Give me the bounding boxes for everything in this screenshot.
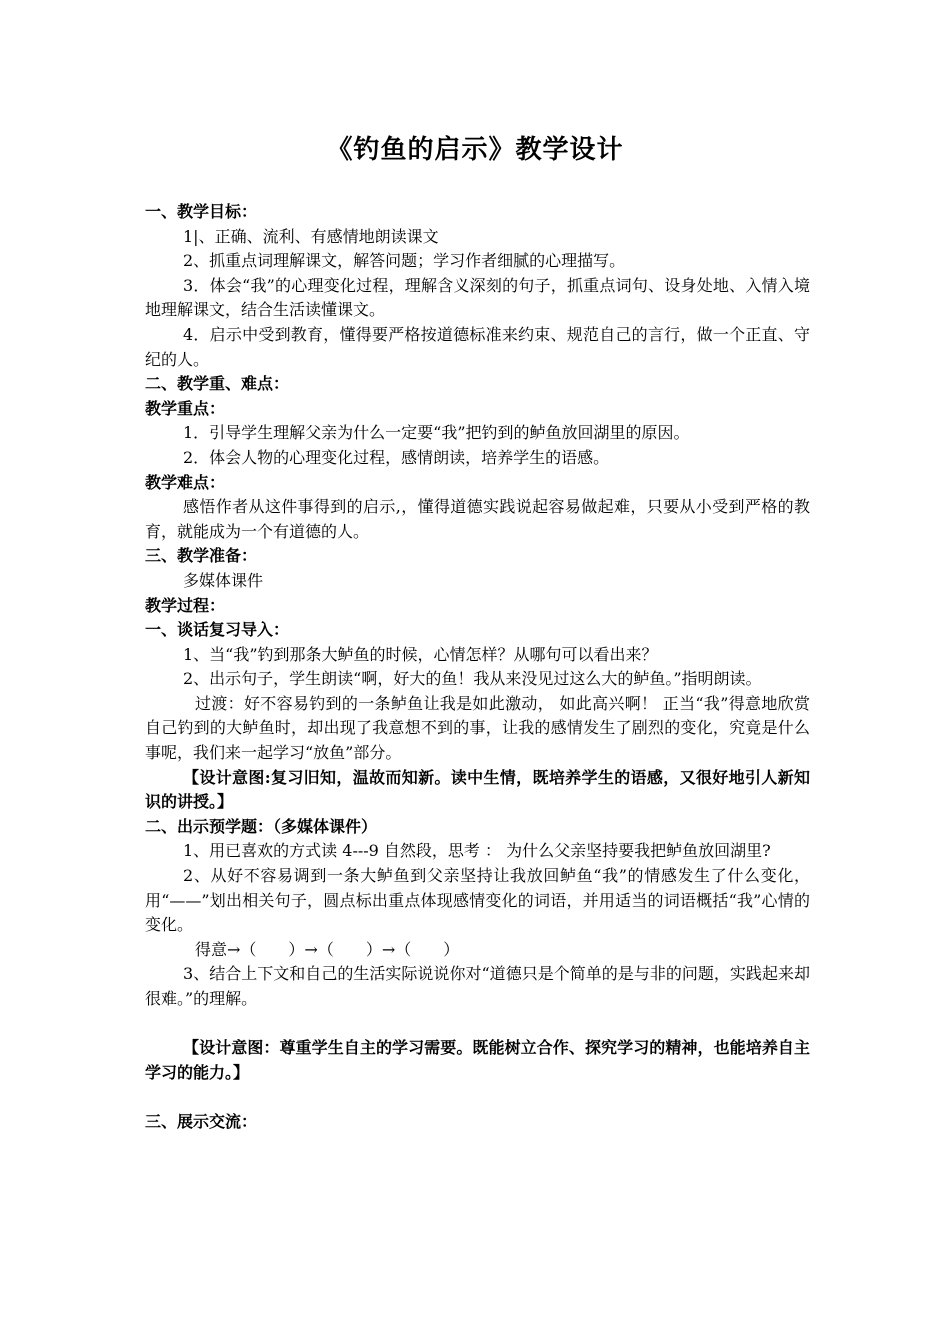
paragraph: 2．体会人物的心理变化过程，感情朗读，培养学生的语感。 (183, 447, 610, 467)
fill-in-blank-line: 得意→（ ）→（ ）→（ ） (195, 939, 460, 959)
section-heading: 二、教学重、难点： (145, 374, 290, 394)
subsection-heading: 一、谈话复习导入： (145, 620, 290, 640)
paragraph: 过渡：好不容易钓到的一条鲈鱼让我是如此激动， 如此高兴啊！ 正当“我”得意地欣赏自己钓到的大鲈鱼时，却出现了我意想不到的事，让我的感情发生了剧烈的变化，究竟是什么事呢，我们来一起学习“放鱼”部分。 (145, 693, 810, 763)
paragraph: 3．体会“我”的心理变化过程，理解含义深刻的句子，抓重点词句、设身处地、入情入境地理解课文，结合生活读懂课文。 (145, 275, 810, 320)
blank-line (145, 1012, 810, 1037)
paragraph: 1、当“我”钓到那条大鲈鱼的时候，心情怎样？从哪句可以看出来？ (183, 644, 658, 664)
section-heading: 一、教学目标： (145, 202, 258, 221)
blank-line (145, 1085, 810, 1110)
paragraph: 2、抓重点词理解课文，解答问题；学习作者细腻的心理描写。 (183, 251, 626, 271)
section-heading: 三、展示交流： (145, 1111, 258, 1131)
section-heading: 教学过程： (145, 595, 226, 615)
paragraph: 2、从好不容易调到一条大鲈鱼到父亲坚持让我放回鲈鱼“我”的情感发生了什么变化，用“——”划出相关句子，圆点标出重点体现感情变化的词语，并用适当的词语概括“我”心情的变化。 (145, 866, 810, 935)
subsection-heading: 教学重点： (145, 398, 226, 418)
section-heading: 二、出示预学题：（多媒体课件） (145, 816, 378, 836)
paragraph: 1|、正确、流利、有感情地朗读课文 (183, 226, 439, 246)
design-intent-note: 【设计意图:复习旧知，温故而知新。读中生情，既培养学生的语感，又很好地引人新知识的讲授。】 (145, 767, 810, 812)
document-body (145, 0, 810, 1135)
paragraph: 2、出示句子，学生朗读“啊，好大的鱼！我从来没见过这么大的鲈鱼。”指明朗读。 (183, 669, 762, 689)
section-heading: 三、教学准备： (145, 546, 258, 566)
subsection-heading: 教学难点： (145, 472, 226, 492)
design-intent-note: 【设计意图：尊重学生自主的学习需要。既能树立合作、探究学习的精神，也能培养自主学习的能力。】 (145, 1038, 810, 1082)
paragraph: 多媒体课件 (183, 570, 264, 590)
paragraph: 1、用已喜欢的方式读 4---9 自然段，思考 ： 为什么父亲坚持要我把鲈鱼放回湖里? (183, 841, 771, 861)
paragraph: 1．引导学生理解父亲为什么一定要“我”把钓到的鲈鱼放回湖里的原因。 (183, 423, 690, 443)
paragraph: 感悟作者从这件事得到的启示,，懂得道德实践说起容易做起难，只要从小受到严格的教育，就能成为一个有道德的人。 (145, 497, 810, 541)
paragraph: 3、结合上下文和自己的生活实际说说你对“道德只是个简单的是与非的问题，实践起来却很难。”的理解。 (145, 964, 810, 1008)
paragraph: 4．启示中受到教育，懂得要严格按道德标准来约束、规范自己的言行，做一个正直、守纪的人。 (145, 324, 810, 369)
document-title: 《钓鱼的启示》教学设计 (326, 135, 624, 165)
